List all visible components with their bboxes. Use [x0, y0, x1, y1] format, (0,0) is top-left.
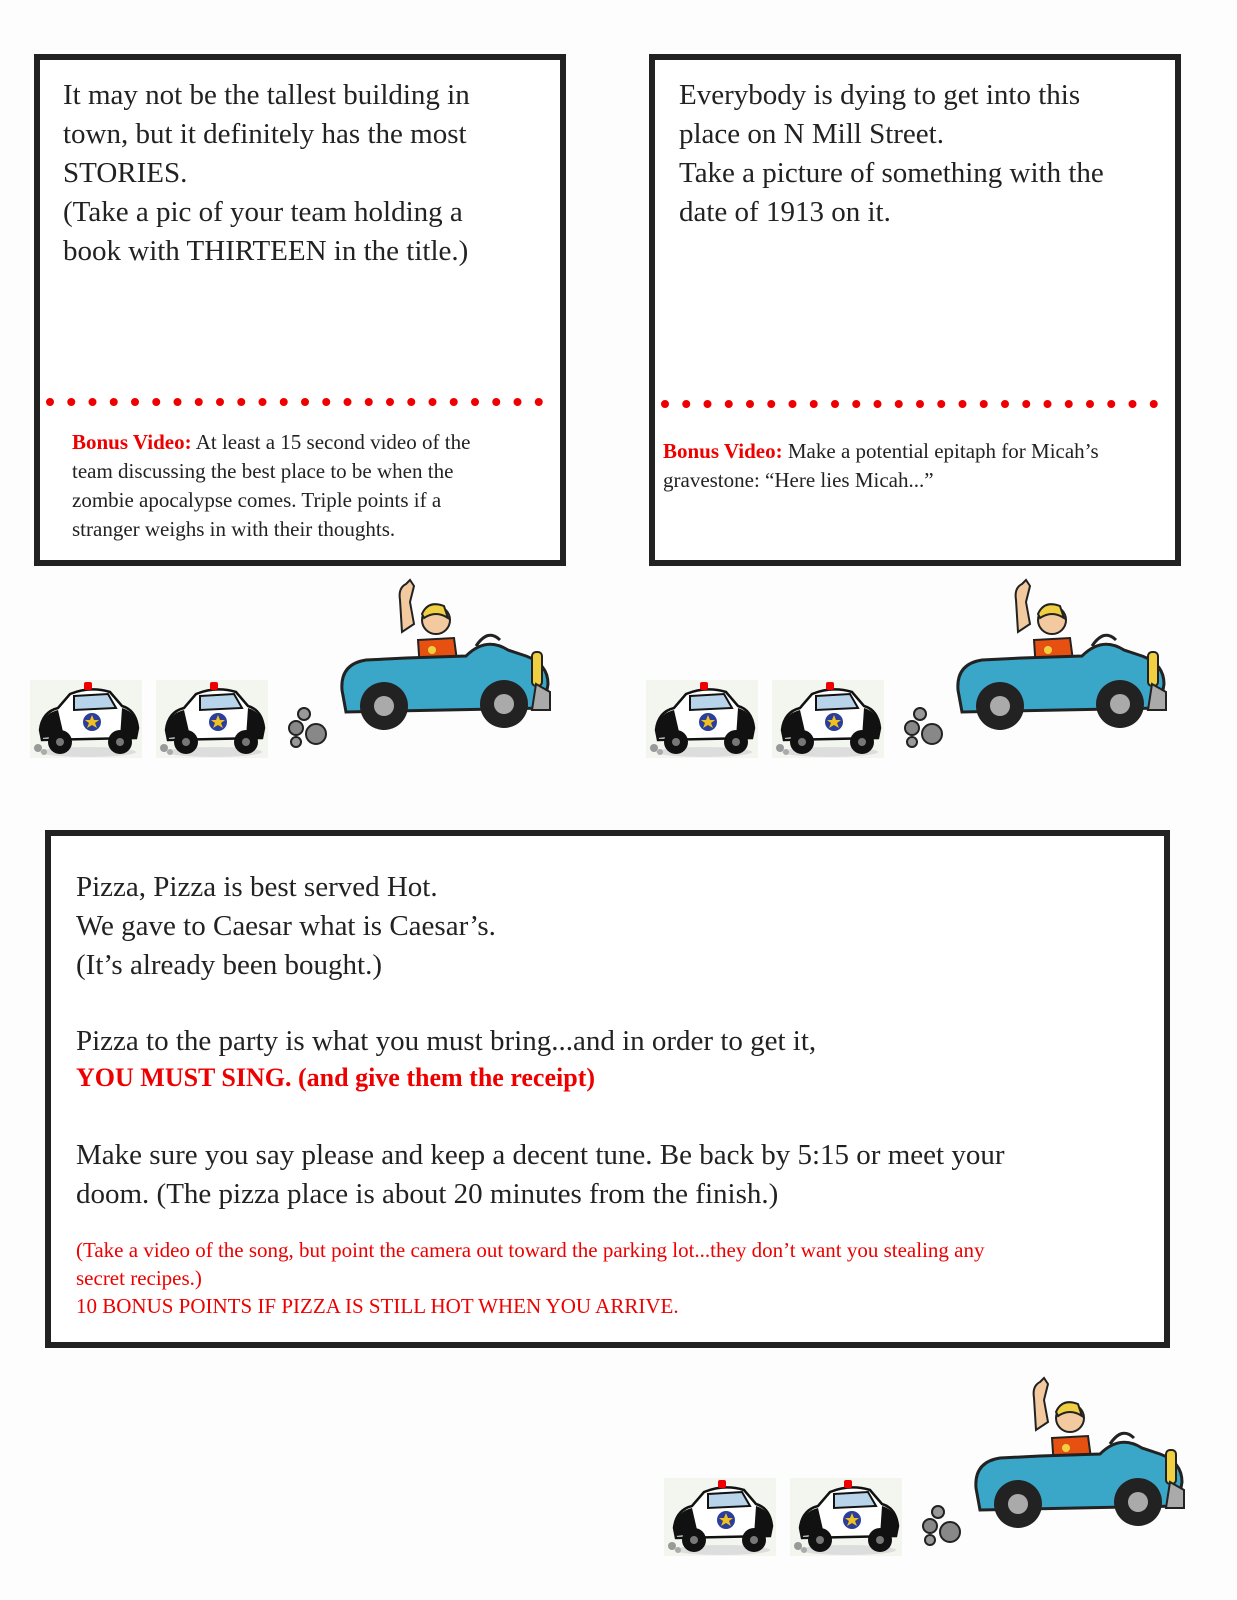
bonus-line: zombie apocalypse comes. Triple points if a [72, 488, 442, 512]
convertible-car-icon [958, 580, 1166, 730]
bonus-line: team discussing the best place to be when the [72, 459, 454, 483]
dotted-divider [44, 397, 564, 407]
riddle-line: We gave to Caesar what is Caesar’s. [76, 910, 496, 942]
riddle-line: (Take a pic of your team holding a [63, 196, 463, 228]
bonus-label: Bonus Video: [72, 430, 192, 454]
riddle-line: place on N Mill Street. [679, 118, 944, 150]
note-line: secret recipes.) [76, 1266, 202, 1290]
pizza-note [76, 1236, 985, 1320]
police-car-icon [30, 680, 142, 758]
note-line: (Take a video of the song, but point the camera out toward the parking lot...they don’t want you stealing any [76, 1238, 985, 1262]
bonus-video-text [663, 437, 1099, 495]
riddle-line: Pizza to the party is what you must bring...and in order to get it, [76, 1025, 817, 1057]
pizza-riddle [76, 868, 1004, 1214]
convertible-car-icon [976, 1378, 1184, 1528]
riddle-line: STORIES. [63, 157, 188, 189]
bonus-line: gravestone: “Here lies Micah...” [663, 468, 934, 492]
clue-card-cemetery [649, 54, 1181, 566]
riddle-line: Make sure you say please and keep a decent tune. Be back by 5:15 or meet your [76, 1139, 1005, 1171]
police-car-icon [772, 680, 884, 758]
police-car-icon [664, 1478, 776, 1556]
riddle-line: doom. (The pizza place is about 20 minutes from the finish.) [76, 1178, 779, 1210]
bonus-video-text [72, 428, 470, 544]
bonus-label: Bonus Video: [663, 439, 783, 463]
exhaust-smoke-icon [923, 1506, 960, 1545]
dotted-divider [659, 399, 1179, 409]
riddle-line: book with THIRTEEN in the title.) [63, 235, 469, 267]
car-chase-illustration [646, 576, 1186, 761]
riddle-line: It may not be the tallest building in [63, 79, 470, 111]
riddle-line: date of 1913 on it. [679, 196, 891, 228]
riddle-line: Everybody is dying to get into this [679, 79, 1081, 111]
riddle-line: Take a picture of something with the [679, 157, 1104, 189]
police-car-icon [790, 1478, 902, 1556]
riddle-line: Pizza, Pizza is best served Hot. [76, 871, 438, 903]
riddle-text [679, 76, 1104, 232]
bonus-line: stranger weighs in with their thoughts. [72, 517, 396, 541]
exhaust-smoke-icon [905, 708, 942, 747]
car-chase-illustration [30, 576, 570, 761]
riddle-line: (It’s already been bought.) [76, 949, 383, 981]
bonus-line: At least a 15 second video of the [191, 430, 471, 454]
police-car-icon [646, 680, 758, 758]
exhaust-smoke-icon [289, 708, 326, 747]
bonus-points-line: 10 BONUS POINTS IF PIZZA IS STILL HOT WHEN YOU ARRIVE. [76, 1294, 679, 1318]
clue-card-pizza [45, 830, 1170, 1348]
bonus-line: Make a potential epitaph for Micah’s [782, 439, 1099, 463]
riddle-line: town, but it definitely has the most [63, 118, 467, 150]
must-sing-instruction: YOU MUST SING. (and give them the receipt) [76, 1063, 596, 1092]
police-car-icon [156, 680, 268, 758]
convertible-car-icon [342, 580, 550, 730]
car-chase-illustration [664, 1374, 1204, 1574]
riddle-text [63, 76, 470, 271]
clue-card-library [34, 54, 566, 566]
